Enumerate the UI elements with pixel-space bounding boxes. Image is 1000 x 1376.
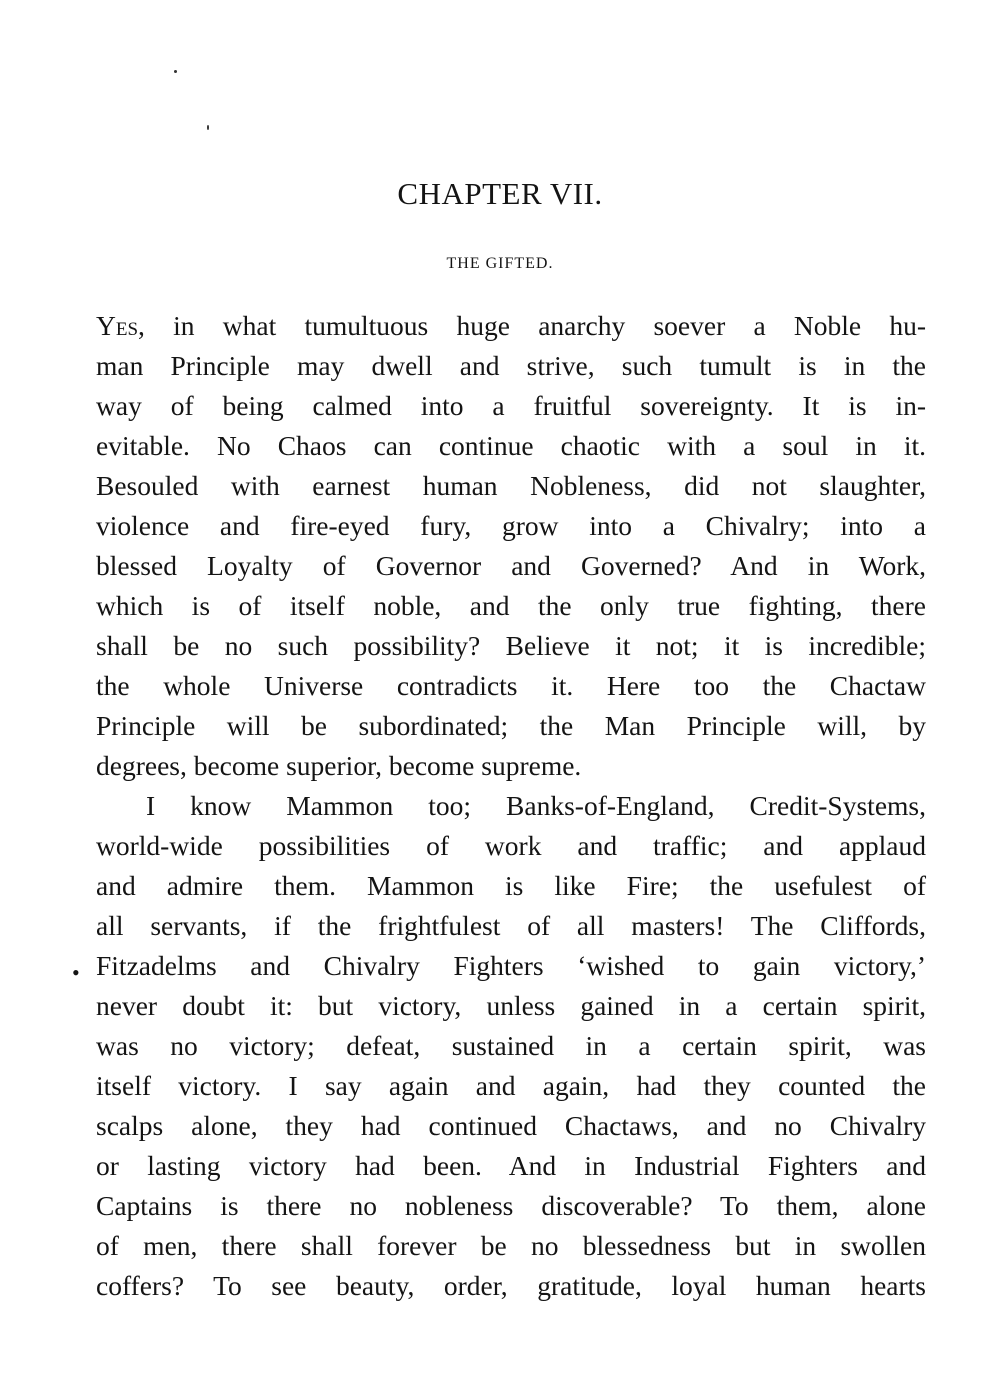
text-line: of men, there shall forever be no blessedness but in swollen [96,1230,926,1261]
text-line: degrees, become superior, become supreme. [96,750,582,781]
print-speck [174,70,177,73]
text-line: man Principle may dwell and strive, such tumult is in the [96,350,926,381]
text-line: Yes, in what tumultuous huge anarchy soever a Noble hu- [96,310,927,341]
text-line: never doubt it: but victory, unless gained in a certain spirit, [96,990,926,1021]
paragraph-1 [96,306,926,786]
text-line: Captains is there no nobleness discoverable? To them, alone [96,1190,926,1221]
opening-word: Yes, [96,310,145,341]
text-line: or lasting victory had been. And in Industrial Fighters and [96,1150,926,1181]
text-line: shall be no such possibility? Believe it not; it is incredible; [96,630,926,661]
text-line: the whole Universe contradicts it. Here too the Chactaw [96,670,926,701]
text-line: evitable. No Chaos can continue chaotic with a soul in it. [96,430,926,461]
margin-bullet: • [72,960,80,985]
text-line: I know Mammon too; Banks-of-England, Credit-Systems, [146,790,926,821]
text-line: coffers? To see beauty, order, gratitude, loyal human hearts [96,1270,926,1301]
text-line: world-wide possibilities of work and traffic; and applaud [96,830,926,861]
text-line: all servants, if the frightfulest of all masters! The Cliffords, [96,910,926,941]
text-line: itself victory. I say again and again, had they counted the [96,1070,926,1101]
chapter-subtitle: THE GIFTED. [446,255,554,272]
text-line: Principle will be subordinated; the Man Principle will, by [96,710,926,741]
print-speck [207,125,209,130]
text-line: way of being calmed into a fruitful sovereignty. It is in- [96,390,926,421]
paragraph-2 [96,786,926,1306]
text-line: was no victory; defeat, sustained in a certain spirit, was [96,1030,926,1061]
text-line: which is of itself noble, and the only true fighting, there [96,590,926,621]
text-line: and admire them. Mammon is like Fire; the usefulest of [96,870,926,901]
text-line: Fitzadelms and Chivalry Fighters ‘wished to gain victory,’ [96,950,926,981]
text-line: scalps alone, they had continued Chactaws, and no Chivalry [96,1110,926,1141]
chapter-title: CHAPTER VII. [397,176,603,211]
text-line: Besouled with earnest human Nobleness, did not slaughter, [96,470,926,501]
text-line: blessed Loyalty of Governor and Governed? And in Work, [96,550,926,581]
text-line: violence and fire-eyed fury, grow into a Chivalry; into a [96,510,926,541]
